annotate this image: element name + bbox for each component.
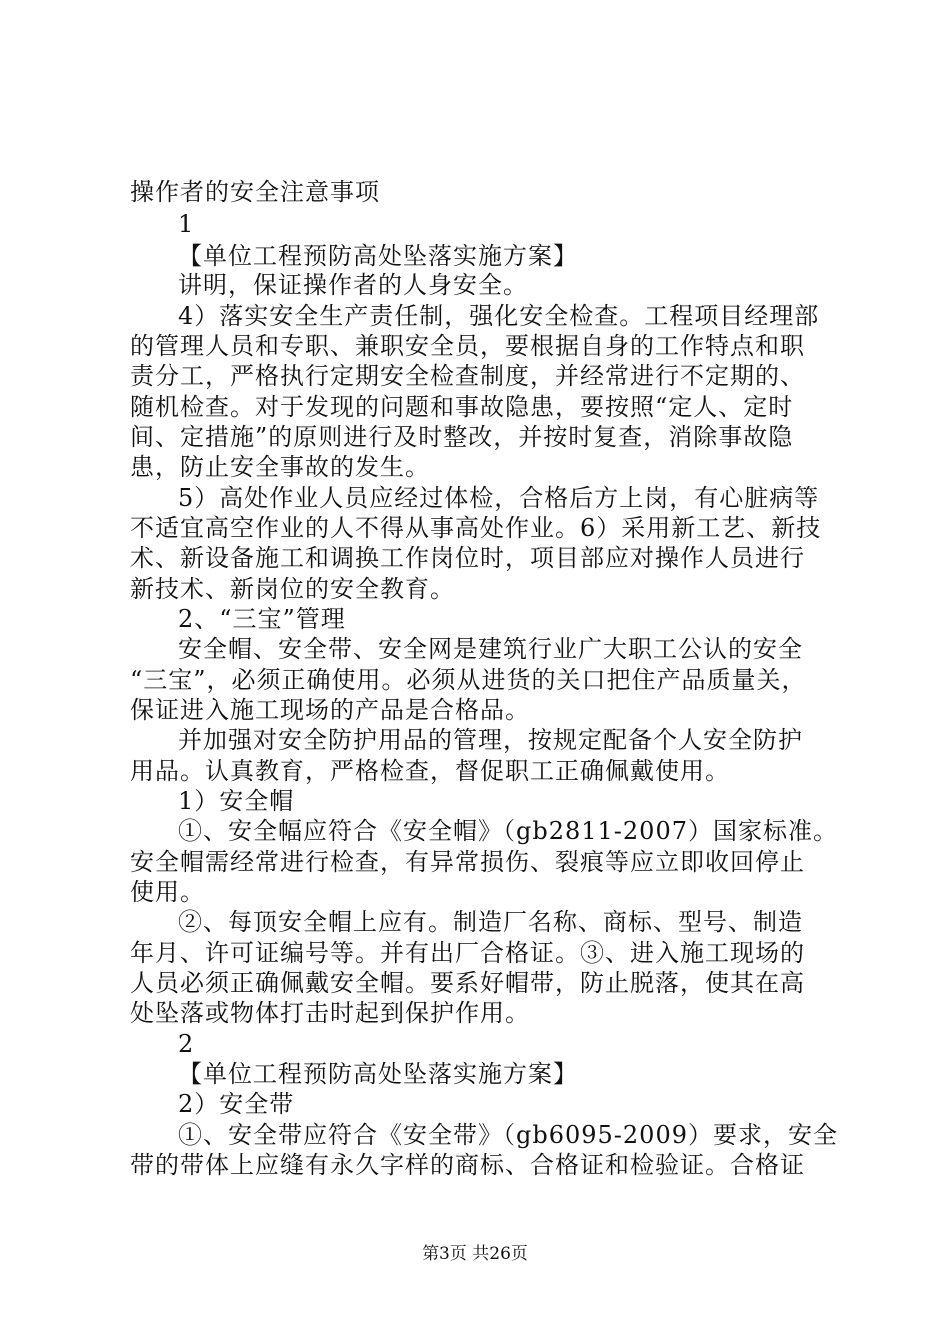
paragraph-line: 4）落实安全生产责任制，强化安全检查。工程项目经理部 xyxy=(178,302,820,330)
paragraph-line: 并加强对安全防护用品的管理，按规定配备个人安全防护 xyxy=(178,726,803,754)
paragraph-line: 年月、许可证编号等。并有出厂合格证。③、进入施工现场的 xyxy=(130,939,805,967)
paragraph-line: ①、安全幅应符合《安全帽》（gb2811-2007）国家标准。 xyxy=(178,817,838,845)
paragraph-line: 不适宜高空作业的人不得从事高处作业。6）采用新工艺、新技 xyxy=(130,514,822,542)
text-line: 讲明，保证操作者的人身安全。 xyxy=(178,271,528,299)
paragraph-line: 新技术、新岗位的安全教育。 xyxy=(130,575,455,603)
paragraph-line: 随机检查。对于发现的问题和事故隐患，要按照“定人、定时 xyxy=(130,393,794,421)
section-title: 【单位工程预防高处坠落实施方案】 xyxy=(178,1060,578,1088)
paragraph-line: 用品。认真教育，严格检查，督促职工正确佩戴使用。 xyxy=(130,757,730,785)
paragraph-line: 保证进入施工现场的产品是合格品。 xyxy=(130,696,530,724)
paragraph-line: ②、每顶安全帽上应有。制造厂名称、商标、型号、制造 xyxy=(178,908,803,936)
paragraph-line: 责分工，严格执行定期安全检查制度，并经常进行不定期的、 xyxy=(130,362,805,390)
section-title: 【单位工程预防高处坠落实施方案】 xyxy=(178,242,578,270)
section-heading: 2、“三宝”管理 xyxy=(178,605,346,633)
paragraph-line: 患，防止安全事故的发生。 xyxy=(130,453,430,481)
paragraph-line: 人员必须正确佩戴安全帽。要系好帽带，防止脱落，使其在高 xyxy=(130,969,805,997)
paragraph-line: 带的带体上应缝有永久字样的商标、合格证和检验证。合格证 xyxy=(130,1151,805,1179)
paragraph-line: 的管理人员和专职、兼职安全员，要根据自身的工作特点和职 xyxy=(130,332,805,360)
paragraph-line: 处坠落或物体打击时起到保护作用。 xyxy=(130,999,530,1027)
paragraph-line: 安全帽、安全带、安全网是建筑行业广大职工公认的安全 xyxy=(178,635,803,663)
section-number: 1 xyxy=(178,210,195,238)
paragraph-line: 术、新设备施工和调换工作岗位时，项目部应对操作人员进行 xyxy=(130,544,805,572)
paragraph-line: “三宝”，必须正确使用。必须从进货的关口把住产品质量关， xyxy=(130,666,807,694)
paragraph-line: 5）高处作业人员应经过体检，合格后方上岗，有心脏病等 xyxy=(178,484,820,512)
page-number-footer: 第3页 共26页 xyxy=(422,1244,528,1264)
paragraph-line: 间、定措施”的原则进行及时整改，并按时复查，消除事故隐 xyxy=(130,423,794,451)
paragraph-line: ①、安全带应符合《安全带》（gb6095-2009）要求，安全 xyxy=(178,1121,838,1149)
text-line-heading: 操作者的安全注意事项 xyxy=(130,178,380,206)
paragraph-line: 使用。 xyxy=(130,878,205,906)
paragraph-line: 安全帽需经常进行检查，有异常损伤、裂痕等应立即收回停止 xyxy=(130,848,805,876)
subsection-heading: 2）安全带 xyxy=(178,1090,295,1118)
subsection-heading: 1）安全帽 xyxy=(178,787,295,815)
section-number: 2 xyxy=(178,1030,195,1058)
